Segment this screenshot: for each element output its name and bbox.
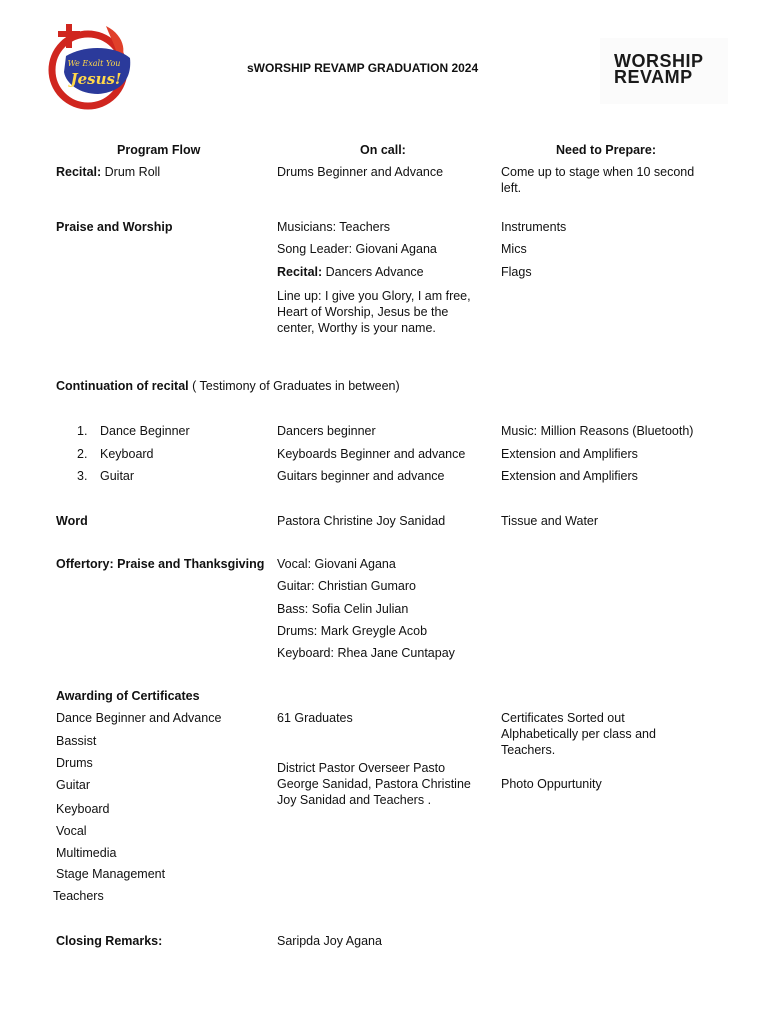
awarding-item: Guitar (56, 778, 91, 792)
column-header-need-to-prepare: Need to Prepare: (556, 143, 657, 157)
continuation-note: ( Testimony of Graduates in between) (192, 379, 400, 393)
awarding-item: Dance Beginner and Advance (56, 711, 222, 725)
praise-oncall-3-text: Dancers Advance (325, 265, 424, 279)
list-item-name: Guitar (100, 469, 135, 483)
list-item-num: 3. (77, 469, 88, 483)
recital-prepare: Come up to stage when 10 second left. (501, 165, 695, 195)
recital-item: Drum Roll (104, 165, 161, 179)
word-label: Word (56, 514, 88, 528)
praise-oncall-1: Musicians: Teachers (277, 220, 391, 234)
awarding-item: Keyboard (56, 802, 110, 816)
praise-lineup: Line up: I give you Glory, I am free, Heart of Worship, Jesus be the center, Worthy is your name. (277, 289, 471, 335)
list-item-num: 2. (77, 447, 88, 461)
recital-row (56, 164, 160, 180)
awarding-item: Multimedia (56, 846, 117, 860)
worship-revamp-logo (600, 38, 728, 104)
awarding-prepare-2: Photo Oppurtunity (501, 777, 602, 791)
list-item-prepare: Extension and Amplifiers (501, 447, 638, 461)
closing-label: Closing Remarks: (56, 934, 163, 948)
praise-oncall-2: Song Leader: Giovani Agana (277, 242, 437, 256)
list-item-prepare: Music: Million Reasons (Bluetooth) (501, 424, 694, 438)
recital-label: Recital: (56, 165, 102, 179)
awarding-prepare-1: Certificates Sorted out Alphabetically per class and Teachers. (501, 711, 656, 757)
awarding-oncall-1: 61 Graduates (277, 711, 353, 725)
list-item-name: Dance Beginner (100, 424, 190, 438)
praise-label: Praise and Worship (56, 220, 173, 234)
awarding-label: Awarding of Certificates (56, 689, 200, 703)
document-title: sWORSHIP REVAMP GRADUATION 2024 (247, 61, 479, 75)
logo-line-1: WORSHIP (614, 51, 704, 71)
offertory-oncall: Keyboard: Rhea Jane Cuntapay (277, 646, 455, 660)
praise-oncall-3-label: Recital: (277, 265, 323, 279)
column-header-on-call: On call: (360, 143, 406, 157)
list-item-name: Keyboard (100, 447, 154, 461)
logo-text-1: We Exalt You (67, 59, 121, 68)
praise-prepare-1: Instruments (501, 220, 567, 234)
awarding-item: Drums (56, 756, 93, 770)
recital-oncall: Drums Beginner and Advance (277, 165, 444, 179)
offertory-oncall: Vocal: Giovani Agana (277, 557, 396, 571)
logo-text-2: Jesus! (70, 70, 122, 88)
offertory-oncall: Bass: Sofia Celin Julian (277, 602, 409, 616)
praise-oncall-3 (277, 264, 424, 280)
list-item-oncall: Dancers beginner (277, 424, 376, 438)
column-header-program-flow: Program Flow (117, 143, 201, 157)
church-logo (46, 22, 134, 112)
offertory-label: Offertory: Praise and Thanksgiving (56, 557, 265, 571)
continuation-label: Continuation of recital (56, 379, 189, 393)
awarding-item: Teachers (53, 889, 104, 903)
continuation-heading (56, 378, 400, 394)
praise-prepare-3: Flags (501, 265, 532, 279)
awarding-item: Vocal (56, 824, 87, 838)
list-item-oncall: Keyboards Beginner and advance (277, 447, 466, 461)
word-oncall: Pastora Christine Joy Sanidad (277, 514, 446, 528)
list-item-num: 1. (77, 424, 88, 438)
offertory-oncall: Drums: Mark Greygle Acob (277, 624, 428, 638)
awarding-item: Bassist (56, 734, 97, 748)
closing-oncall: Saripda Joy Agana (277, 934, 382, 948)
awarding-item: Stage Management (56, 867, 166, 881)
logo-line-2: REVAMP (614, 67, 693, 87)
praise-prepare-2: Mics (501, 242, 527, 256)
word-prepare: Tissue and Water (501, 514, 599, 528)
list-item-oncall: Guitars beginner and advance (277, 469, 445, 483)
offertory-oncall: Guitar: Christian Gumaro (277, 579, 416, 593)
list-item-prepare: Extension and Amplifiers (501, 469, 638, 483)
awarding-oncall-2: District Pastor Overseer Pasto George Sanidad, Pastora Christine Joy Sanidad and Teachers . (277, 761, 471, 807)
